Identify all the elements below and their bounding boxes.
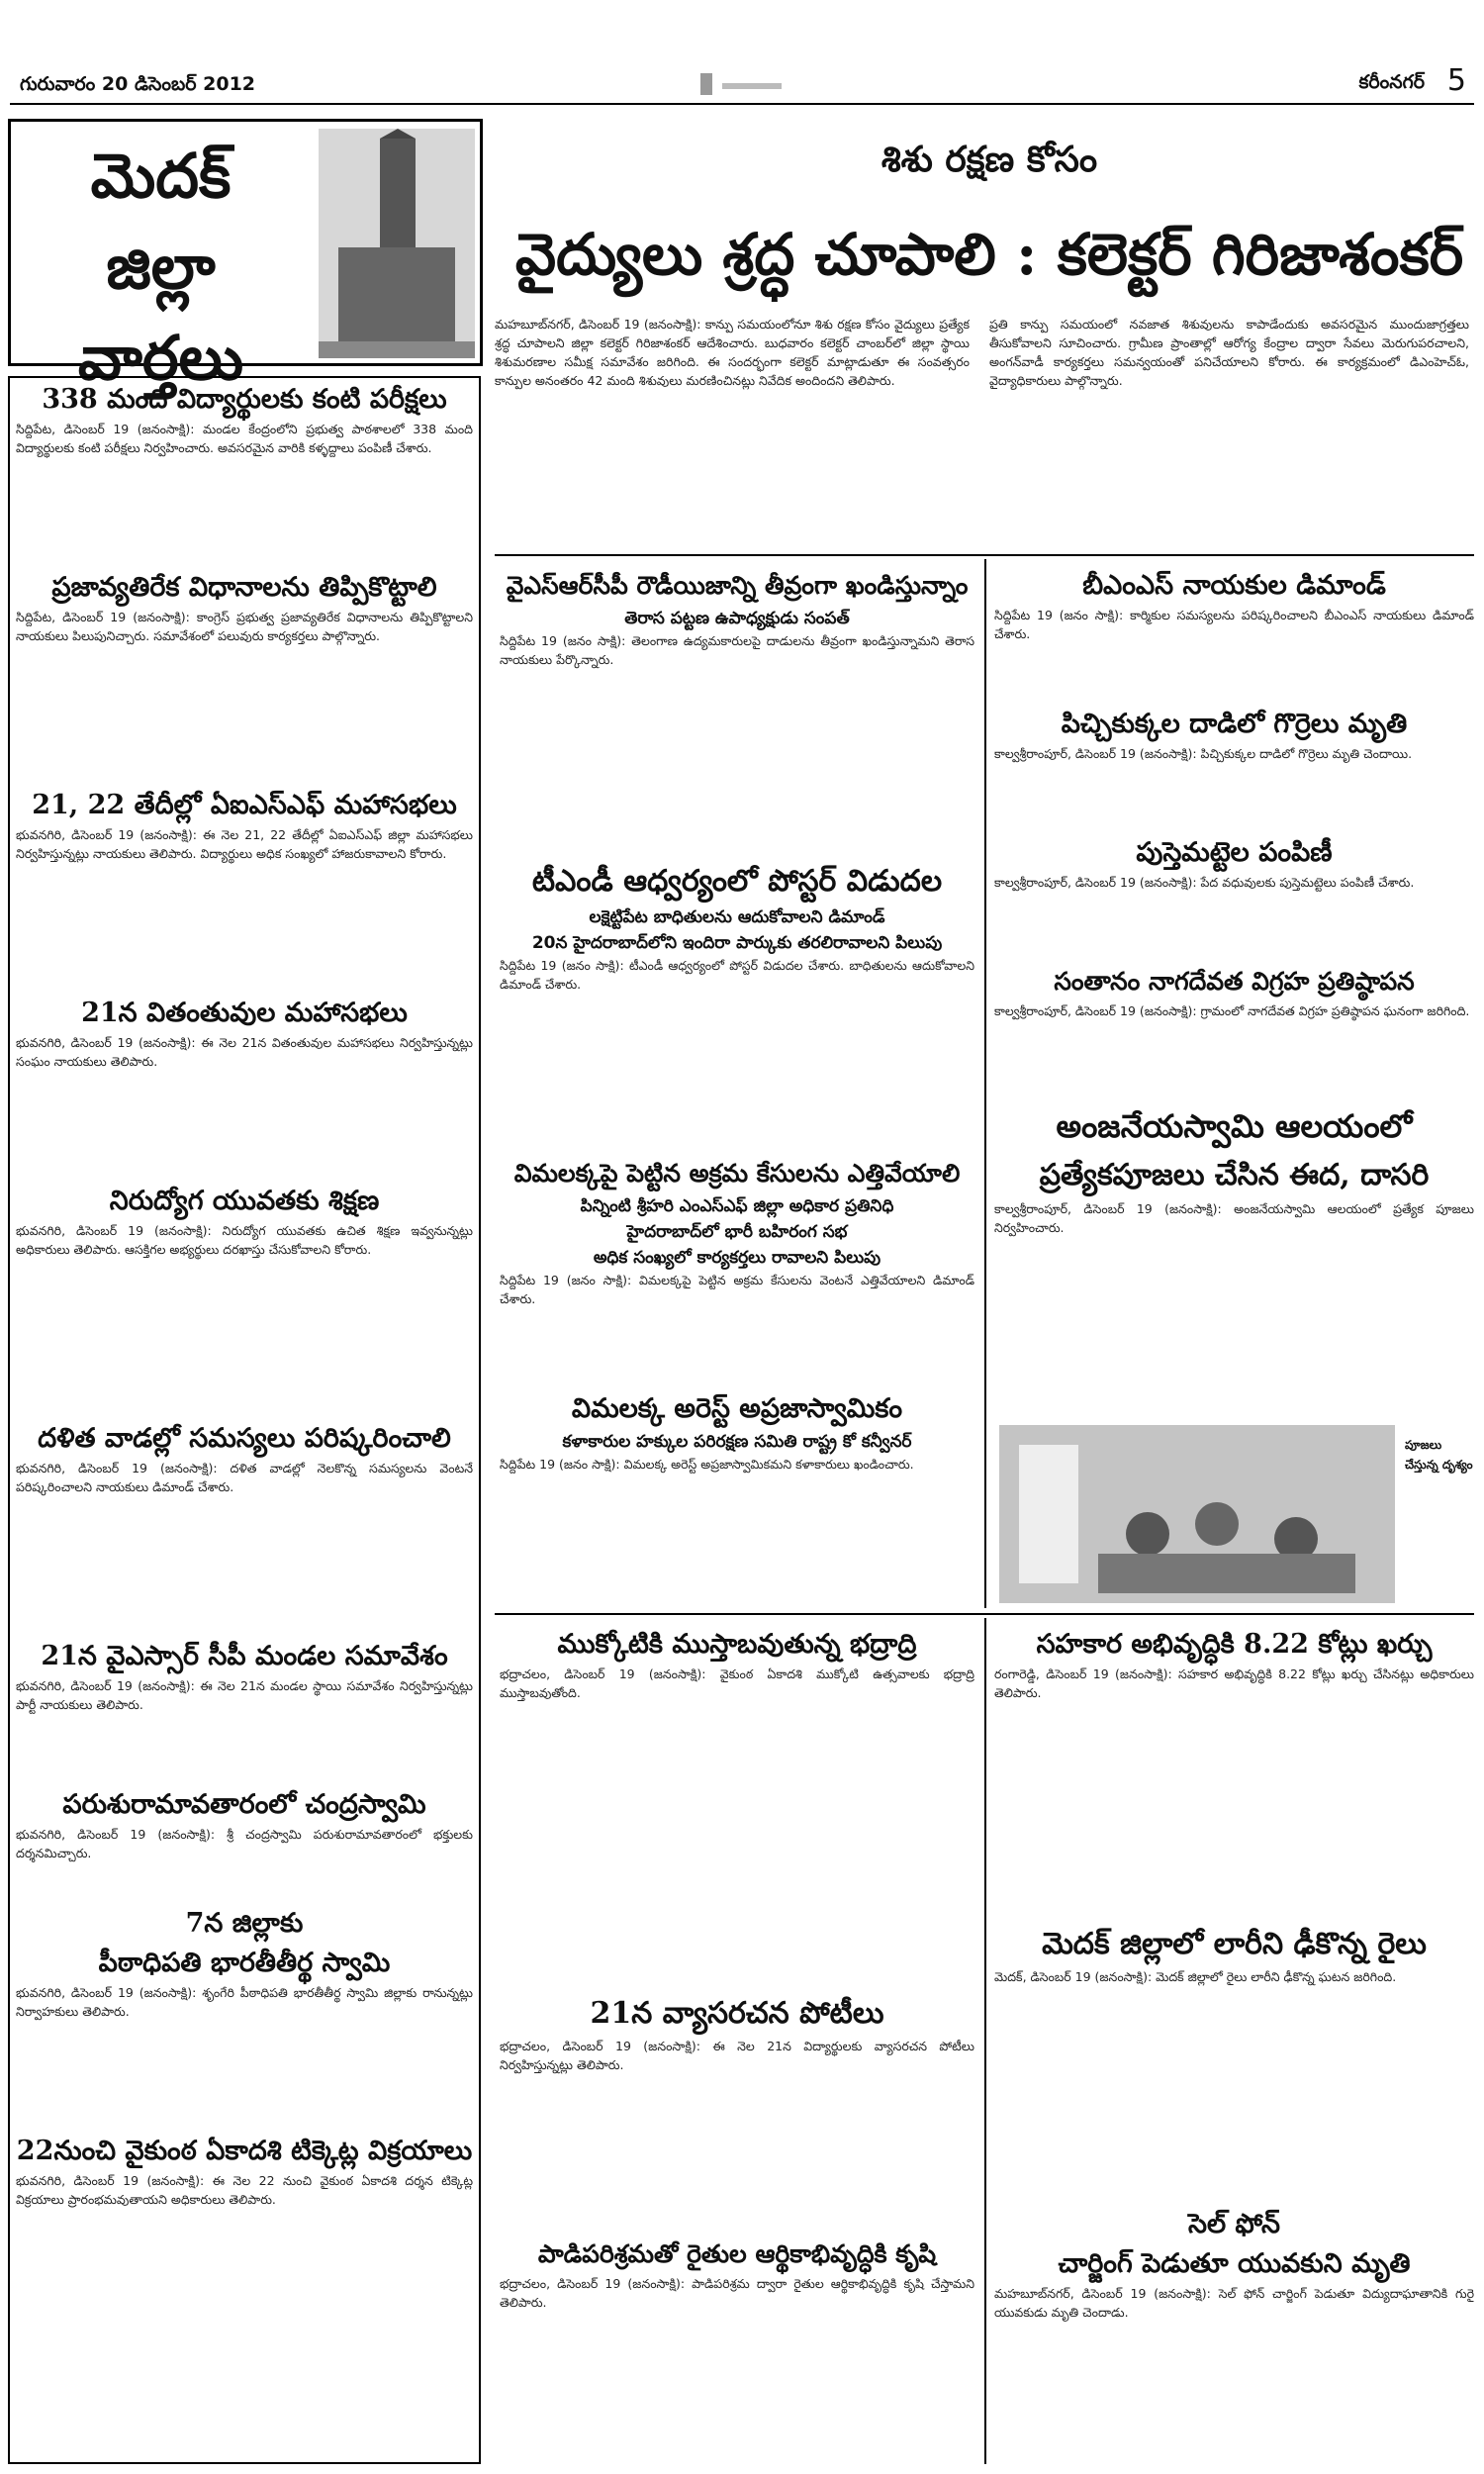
article-body: భువనగిరి, డిసెంబర్ 19 (జనంసాక్షి): ఈ నెల 21న వితంతువుల మహాసభలు నిర్వహిస్తున్నట్లు సంఘం నాయకులు తెలిపారు. [16, 1035, 473, 1069]
article-body: భద్రాచలం, డిసెంబర్ 19 (జనంసాక్షి): వైకుంఠ ఏకాదశి ముక్కోటి ఉత్సవాలకు భద్రాద్రి ముస్తాబవుతోంది. [500, 1666, 974, 1700]
article-headline: ప్రజావ్యతిరేక విధానాలను తిప్పికొట్టాలి [51, 572, 437, 603]
article-headline: పాడిపరిశ్రమతో రైతుల ఆర్థికాభివృద్ధికి కృషి [537, 2239, 937, 2268]
article-body: భద్రాచలం, డిసెంబర్ 19 (జనంసాక్షి): పాడిపరిశ్రమ ద్వారా రైతుల ఆర్థికాభివృద్ధికి కృషి చేస్తామని తెలిపారు. [500, 2276, 974, 2310]
article-headline: ప్రత్యేకపూజలు చేసిన ఈద, దాసరి [1039, 1158, 1430, 1192]
masthead-title [20, 131, 302, 404]
article-subhead: 20న హైదరాబాద్‌లోని ఇందిరా పార్కుకు తరలిరావాలని పిలుపు [531, 933, 943, 953]
article-body: భద్రాచలం, డిసెంబర్ 19 (జనంసాక్షి): ఈ నెల 21న విద్యార్థులకు వ్యాసరచన పోటీలు నిర్వహిస్తున్నట్లు తెలిపారు. [500, 2039, 974, 2072]
article-headline: అంజనేయస్వామి ఆలయంలో [1056, 1107, 1413, 1145]
article-headline: విమలక్కపై పెట్టిన అక్రమ కేసులను ఎత్తివేయాలి [513, 1159, 961, 1188]
article-headline: విమలక్క అరెస్ట్ అప్రజాస్వామికం [571, 1393, 903, 1424]
article-body: సిద్దిపేట 19 (జనం సాక్షి): తెలంగాణ ఉద్యమకారులపై దాడులను తీవ్రంగా ఖండిస్తున్నామని తెరాస నాయకులు పేర్కొన్నారు. [500, 633, 974, 667]
bottom-middle-column [500, 1625, 974, 2442]
article-headline: 21న వ్యాసరచన పోటీలు [590, 1996, 884, 2031]
article-body: సిద్దిపేట 19 (జనం సాక్షి): టీఎండీ ఆధ్వర్యంలో పోస్టర్ విడుదల చేశారు. బాధితులను ఆదుకోవాలని డిమాండ్ చేశారు. [500, 958, 974, 992]
article-headline: ముక్కోటికి ముస్తాబవుతున్న భద్రాద్రి [557, 1629, 917, 1660]
article-subhead: కళాకారుల హక్కుల పరిరక్షణ సమితి రాష్ట్ర కో కన్వీనర్ [562, 1432, 912, 1452]
article-body: సిద్దిపేట, డిసెంబర్ 19 (జనంసాక్షి): కాంగ్రెస్ ప్రభుత్వ ప్రజావ్యతిరేక విధానాలను తిప్పికొట్టాలని నాయకులు పిలుపునిచ్చారు. సమావేశంలో పలువురు కార్యకర్తలు పాల్గొన్నారు. [16, 610, 473, 643]
section-rule [495, 1613, 1474, 1615]
issue-date: గురువారం 20 డిసెంబర్ 2012 [20, 73, 256, 95]
article-headline: టీఎండీ ఆధ్వర్యంలో పోస్టర్ విడుదల [531, 864, 943, 899]
article-headline: చార్జింగ్ పెడుతూ యువకుని మృతి [1058, 2248, 1411, 2279]
masthead-line2: జిల్లా వార్తలు [77, 231, 244, 394]
article-headline: నిరుద్యోగ యువతకు శిక్షణ [109, 1186, 380, 1216]
lead-body-right: ప్రతి కాన్పు సమయంలో నవజాత శిశువులను కాపాడేందుకు అవసరమైన ముందుజాగ్రత్తలు తీసుకోవాలని సూచించారు. గ్రామీణ ప్రాంతాల్లో ఆరోగ్య కేంద్రాల ద్వారా సేవలు మెరుగుపరచాలని, అంగన్‌వాడీ కార్యకర్తలు సమన్వయంతో పనిచేయాలని కోరారు. ఈ కార్యక్రమంలో డిఎంహెచ్‌ఓ, వైద్యాధికారులు పాల్గొన్నారు. [989, 317, 1469, 388]
article-headline: పిచ్చికుక్కల దాడిలో గొర్రెలు మృతి [1061, 709, 1408, 739]
column-rule [984, 559, 986, 1608]
article-body: మెదక్, డిసెంబర్ 19 (జనంసాక్షి): మెదక్ జిల్లాలో రైలు లారీని ఢీకొన్న ఘటన జరిగింది. [994, 1969, 1397, 1984]
article-body: భువనగిరి, డిసెంబర్ 19 (జనంసాక్షి): శృంగేరి పీఠాధిపతి భారతీతీర్థ స్వామి జిల్లాకు రానున్నట్లు నిర్వాహకులు తెలిపారు. [16, 1985, 473, 2019]
article-headline: 7న జిల్లాకు [185, 1908, 304, 1939]
article-headline: సెల్ ఫోన్ [1188, 2209, 1280, 2239]
article-headline: 21న వితంతువుల మహాసభలు [81, 998, 408, 1028]
pooja-photo [999, 1425, 1395, 1603]
header-rule [10, 103, 1474, 105]
article-headline: దళిత వాడల్లో సమస్యలు పరిష్కరించాలి [38, 1423, 451, 1454]
lead-kicker: శిశు రక్షణ కోసం [881, 139, 1098, 180]
article-body: సిద్దిపేట 19 (జనం సాక్షి): విమలక్క అరెస్ట్ అప్రజాస్వామికమని కళాకారులు ఖండించారు. [500, 1457, 914, 1472]
article-subhead: తెరాస పట్టణ ఉపాధ్యక్షుడు సంపత్ [624, 609, 850, 628]
left-column [16, 380, 473, 2270]
article-headline: బీఎంఎస్ నాయకుల డిమాండ్ [1082, 570, 1386, 601]
article-body: భువనగిరి, డిసెంబర్ 19 (జనంసాక్షి): ఈ నెల 21న మండల స్థాయి సమావేశం నిర్వహిస్తున్నట్లు పార్టీ నాయకులు తెలిపారు. [16, 1678, 473, 1712]
article-body: భువనగిరి, డిసెంబర్ 19 (జనంసాక్షి): ఈ నెల 22 నుంచి వైకుంఠ ఏకాదశి దర్శన టిక్కెట్ల విక్రయాలు ప్రారంభమవుతాయని అధికారులు తెలిపారు. [16, 2173, 473, 2207]
lead-headline: వైద్యులు శ్రద్ధ చూపాలి : కలెక్టర్ గిరిజాశంకర్ [514, 221, 1464, 288]
photo-caption: పూజలు చేస్తున్న దృశ్యం [1405, 1438, 1473, 1472]
article-body: కాల్వశ్రీరాంపూర్, డిసెంబర్ 19 (జనంసాక్షి): అంజనేయస్వామి ఆలయంలో ప్రత్యేక పూజలు నిర్వహించారు. [994, 1201, 1474, 1235]
lead-body-left: మహబూబ్‌నగర్, డిసెంబర్ 19 (జనంసాక్షి): కాన్పు సమయంలోనూ శిశు రక్షణ కోసం వైద్యులు ప్రత్యేక శ్రద్ధ చూపాలని జిల్లా కలెక్టర్ గిరిజాశంకర్ ఆదేశించారు. బుధవారం కలెక్టర్ చాంబర్‌లో జిల్లా స్థాయి శిశుమరణాల సమీక్ష సమావేశం జరిగింది. ఈ సందర్భంగా కలెక్టర్ మాట్లాడుతూ ఈ సంవత్సరం కాన్పుల అనంతరం 42 మంది శిశువులు మరణించినట్లు నివేదిక అందిందని తెలిపారు. [495, 317, 970, 388]
article-headline: మెదక్ జిల్లాలో లారీని ఢీకొన్న రైలు [1042, 1927, 1427, 1961]
article-body: సిద్దిపేట 19 (జనం సాక్షి): కార్మికుల సమస్యలను పరిష్కరించాలని బీఎంఎస్ నాయకులు డిమాండ్ చేశారు. [994, 608, 1474, 641]
article-body: సిద్దిపేట, డిసెంబర్ 19 (జనంసాక్షి): మండల కేంద్రంలోని ప్రభుత్వ పాఠశాలలో 338 మంది విద్యార్థులకు కంటి పరీక్షలు నిర్వహించారు. అవసరమైన వారికి కళ్ళద్దాలు పంపిణీ చేశారు. [16, 422, 473, 455]
article-headline: 22నుంచి వైకుంఠ ఏకాదశి టిక్కెట్ల విక్రయాలు [16, 2136, 473, 2166]
middle-column [500, 566, 974, 1603]
article-body: సిద్దిపేట 19 (జనం సాక్షి): విమలక్కపై పెట్టిన అక్రమ కేసులను వెంటనే ఎత్తివేయాలని డిమాండ్ చేశారు. [500, 1273, 974, 1306]
article-headline: పీఠాధిపతి భారతీతీర్థ స్వామి [98, 1948, 391, 1978]
newspaper-logo [693, 59, 791, 101]
article-subhead: అధిక సంఖ్యలో కార్యకర్తలు రావాలని పిలుపు [593, 1248, 881, 1268]
right-column [994, 566, 1474, 1298]
article-body: రంగారెడ్డి, డిసెంబర్ 19 (జనంసాక్షి): సహకార అభివృద్ధికి 8.22 కోట్లు ఖర్చు చేసినట్లు అధికారులు తెలిపారు. [994, 1666, 1474, 1700]
bottom-right-column [994, 1625, 1474, 2393]
section-rule [495, 554, 1474, 556]
article-headline: వైఎస్‌ఆర్‌సీపీ రౌడీయిజాన్ని తీవ్రంగా ఖండిస్తున్నాం [506, 571, 969, 600]
article-subhead: పిన్నింటి శ్రీహరి ఎంఎస్‌ఎఫ్ జిల్లా అధికార ప్రతినిధి [580, 1196, 894, 1216]
article-subhead: హైదరాబాద్‌లో భారీ బహిరంగ సభ [626, 1222, 848, 1242]
article-headline: సంతానం నాగదేవత విగ్రహ ప్రతిష్ఠాపన [1054, 967, 1415, 996]
district-label: కరీంనగర్ [1358, 71, 1425, 93]
article-subhead: లక్షెట్టిపేట బాధితులను ఆదుకోవాలని డిమాండ్ [589, 907, 885, 927]
article-headline: 338 మంది విద్యార్థులకు కంటి పరీక్షలు [42, 384, 447, 415]
article-headline: పరుశురామావతారంలో చంద్రస్వామి [62, 1789, 426, 1820]
article-headline: పుస్తెమట్టెల పంపిణీ [1136, 837, 1333, 868]
article-body: భువనగిరి, డిసెంబర్ 19 (జనంసాక్షి): నిరుద్యోగ యువతకు ఉచిత శిక్షణ ఇవ్వనున్నట్లు అధికారులు తెలిపారు. ఆసక్తిగల అభ్యర్థులు దరఖాస్తు చేసుకోవాలని కోరారు. [16, 1223, 473, 1257]
page-number: 5 [1446, 63, 1466, 98]
article-headline: 21, 22 తేదీల్లో ఏఐఎస్‌ఎఫ్ మహాసభలు [32, 790, 457, 820]
column-rule [984, 1618, 986, 2464]
masthead-line1: మెదక్ [90, 140, 232, 212]
article-headline: 21న వైఎస్సార్ సీపీ మండల సమావేశం [41, 1641, 448, 1671]
article-body: భువనగిరి, డిసెంబర్ 19 (జనంసాక్షి): ఈ నెల 21, 22 తేదీల్లో ఏఐఎస్‌ఎఫ్ జిల్లా మహాసభలు నిర్వహిస్తున్నట్లు నాయకులు తెలిపారు. విద్యార్థులు అధిక సంఖ్యలో హాజరుకావాలని కోరారు. [16, 827, 473, 861]
article-body: మహబూబ్‌నగర్, డిసెంబర్ 19 (జనంసాక్షి): సెల్ ఫోన్ చార్జింగ్ పెడుతూ విద్యుదాఘాతానికి గురై యువకుడు మృతి చెందాడు. [994, 2286, 1474, 2320]
article-headline: సహకార అభివృద్ధికి 8.22 కోట్లు ఖర్చు [1036, 1629, 1433, 1660]
article-body: కాల్వశ్రీరాంపూర్, డిసెంబర్ 19 (జనంసాక్షి): గ్రామంలో నాగదేవత విగ్రహ ప్రతిష్ఠాపన ఘనంగా జరిగింది. [994, 1003, 1470, 1018]
article-body: కాల్వశ్రీరాంపూర్, డిసెంబర్ 19 (జనంసాక్షి): పేద వధువులకు పుస్తెమట్టెలు పంపిణీ చేశారు. [994, 875, 1415, 890]
article-body: కాల్వశ్రీరాంపూర్, డిసెంబర్ 19 (జనంసాక్షి): పిచ్చికుక్కల దాడిలో గొర్రెలు మృతి చెందాయి. [994, 746, 1413, 761]
church-photo [319, 129, 475, 358]
article-body: భువనగిరి, డిసెంబర్ 19 (జనంసాక్షి): శ్రీ చంద్రస్వామి పరుశురామావతారంలో భక్తులకు దర్శనమిచ్చారు. [16, 1827, 473, 1860]
article-body: భువనగిరి, డిసెంబర్ 19 (జనంసాక్షి): దళిత వాడల్లో నెలకొన్న సమస్యలను వెంటనే పరిష్కరించాలని నాయకులు డిమాండ్ చేశారు. [16, 1461, 473, 1494]
